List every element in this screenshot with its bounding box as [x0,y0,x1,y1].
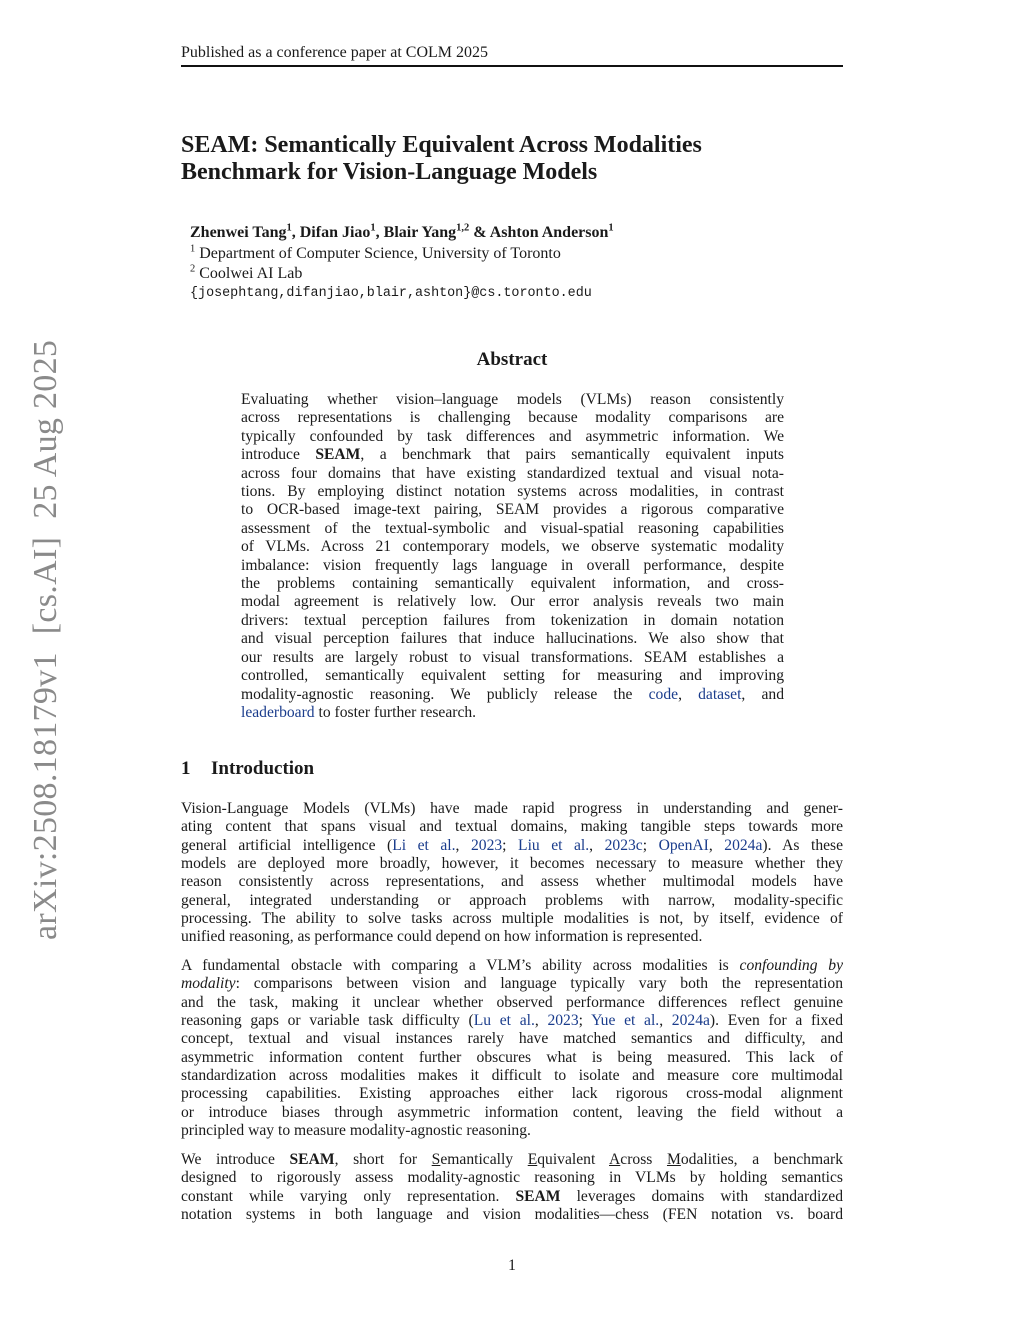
paragraph-line: asymmetric information content further obscures what is being measured. This lack of [181,1048,843,1066]
author-affiliation-mark: 1 [286,222,292,234]
author-name: Difan Jiao [299,224,371,241]
abstract-line: controlled, semantically equivalent setting for measuring and improving [241,667,784,685]
paragraph-line [181,957,843,975]
abstract-body [241,391,784,722]
text-fragment: to foster further research. [314,703,477,721]
affiliation-2 [190,264,830,284]
text-fragment: constant while varying only representation. [181,1187,516,1205]
bold-term: SEAM [315,446,361,464]
title-line-1: SEAM: Semantically Equivalent Across Modalities [181,132,702,158]
citation-link[interactable]: 2023 [547,1012,579,1030]
abstract-line: Evaluating whether vision–language models (VLMs) reason consistently [241,391,784,408]
text-fragment: cross [620,1151,667,1168]
underlined-letter: E [527,1151,538,1168]
title-line-2: Benchmark for Vision-Language Models [181,159,598,185]
affiliation-text: Coolwei AI Lab [199,265,303,282]
underlined-letter: A [609,1151,621,1168]
citation-link[interactable]: 2024a [671,1012,710,1030]
affiliation-mark: 1 [190,243,196,255]
abstract-line: drivers: textual perception failures from tokenization in domain notation [241,611,784,629]
author-affiliation-mark: 1 [608,222,614,234]
intro-paragraph-1 [181,800,843,947]
author-separator: , [375,224,384,241]
arxiv-stamp [27,339,64,940]
text-fragment: reasoning gaps or variable task difficulty ( [181,1012,474,1030]
intro-paragraph-2 [181,957,843,1140]
abstract-line: assessment of the textual-symbolic and visual-spatial reasoning capabilities [241,519,784,537]
abstract-line: across four domains that have existing standardized textual and visual nota- [241,464,784,482]
citation-link[interactable]: 2023c [604,836,643,854]
author-affiliation-mark: 1,2 [456,222,470,234]
citation-link[interactable]: Lu et al. [473,1012,535,1030]
arxiv-id: arXiv:2508.18179v1 [27,652,64,940]
text-fragment: quivalent [537,1151,610,1168]
text-fragment: introduce [241,446,316,464]
abstract-line: our results are largely robust to visual transformations. SEAM establishes a [241,648,784,666]
affiliation-mark: 2 [190,263,196,275]
abstract-line: typically confounded by task differences and asymmetric information. We [241,427,784,445]
page-number: 1 [508,1257,516,1274]
header-rule [181,65,843,67]
abstract-line: the problems containing semantically equivalent information, and cross- [241,575,784,593]
citation-link[interactable]: 2024a [724,836,763,854]
abstract-line: modal agreement is relatively low. Our error analysis reveals two main [241,593,784,611]
paragraph-line: or introduce biases through asymmetric information content, leaving the field without a [181,1103,843,1121]
text-fragment: modality-agnostic reasoning. We publicly release the [241,685,649,703]
paragraph-line: unified reasoning, as performance could depend on how information is represented. [181,928,703,946]
text-fragment: We introduce [181,1151,290,1168]
paragraph-line: and the task, making it unclear whether observed performance differences reflect genuine [181,993,843,1011]
paragraph-line [181,1188,843,1206]
paragraph-line: models are deployed more broadly, however, it becomes necessary to measure whether they [181,855,843,873]
section-title: Introduction [211,758,315,779]
intro-paragraph-3 [181,1151,843,1224]
text-fragment: A fundamental obstacle with comparing a VLM’s ability across modalities is [181,957,740,974]
abstract-heading: Abstract [476,349,548,370]
abstract-line: of VLMs. Across 21 contemporary models, we observe systematic modality [241,538,784,556]
author-affiliation-mark: 1 [370,222,376,234]
paragraph-line: Vision-Language Models (VLMs) have made rapid progress in understanding and gener- [181,800,843,817]
text-fragment: odalities, a benchmark [680,1151,843,1168]
text-fragment: : comparisons between vision and language typically vary both the representation [235,975,843,993]
text-fragment: ). As these [762,836,844,854]
paragraph-line: designed to rigorously assess modality-agnostic reasoning in VLMs by holding semantics [181,1169,843,1187]
emphasis: modality [181,975,236,993]
abstract-line-with-links [241,704,784,722]
paragraph-line: processing. The ability to solve tasks across multiple modalities is not, by itself, evidence of [181,910,843,928]
bold-term: SEAM [515,1187,561,1205]
running-header: Published as a conference paper at COLM 2025 [181,44,489,61]
paragraph-line-with-citations: reasoning gaps or variable task difficulty (Lu et al., 2023; Yue et al., 2024a). Even for a fixed [181,1012,844,1030]
text-fragment: ). Even for a fixed [709,1012,844,1030]
paragraph-line: ating content that spans visual and textual domains, making tangible steps towards more [181,818,843,836]
citation-link[interactable]: OpenAI [658,836,709,854]
bold-term: SEAM [289,1151,335,1168]
author-separator: & [469,224,490,241]
text-fragment: , short for [334,1151,432,1168]
affiliation-1 [190,244,830,264]
section-number: 1 [181,758,191,779]
abstract-line-with-bold [241,446,784,464]
paragraph-line: processing capabilities. Existing approaches either lack rigorous cross-modal alignment [181,1085,843,1103]
citation-link[interactable]: Yue et al. [591,1012,660,1030]
abstract-line-with-links: modality-agnostic reasoning. We publicly release the code, dataset, and [241,685,784,703]
paragraph-line: standardization across modalities makes it difficult to isolate and measure core multimodal [181,1067,843,1085]
citation-link[interactable]: Liu et al. [518,836,590,854]
abstract-line: tions. By employing distinct notation systems across modalities, in contrast [241,483,784,501]
paragraph-line [181,1151,843,1169]
author-name: Zhenwei Tang [190,224,287,241]
abstract-line: and visual perception failures that induce hallucinations. We also show that [241,630,784,648]
author-separator: , [291,224,300,241]
abstract-line: to OCR-based image-text pairing, SEAM provides a rigorous comparative [241,501,784,519]
author-emails: {josephtang,difanjiao,blair,ashton}@cs.toronto.edu [190,286,592,301]
paragraph-line: general, integrated understanding or approach problems with narrow, modality-specific [181,891,843,909]
paper-title [181,132,843,186]
paragraph-line: concept, textual and visual instances rarely have matched semantics and difficulty, and [181,1030,843,1048]
affiliation-text: Department of Computer Science, University of Toronto [199,245,561,262]
author-name: Blair Yang [383,224,457,241]
citation-link[interactable]: Li et al. [392,836,456,854]
text-fragment: , a benchmark that pairs semantically equivalent inputs [360,446,784,464]
emphasis: confounding by [739,957,844,974]
paragraph-line-with-citations: general artificial intelligence (Li et al., 2023; Liu et al., 2023c; OpenAI, 2024a). As these [181,836,844,854]
author-list [190,223,830,243]
text-fragment: general artificial intelligence ( [181,836,393,854]
arxiv-category: [cs.AI] [27,536,64,635]
code-link[interactable]: code [648,685,679,703]
underlined-letter: M [666,1151,681,1168]
paragraph-line: notation systems in both language and vision modalities—chess (FEN notation vs. board [181,1206,843,1224]
paragraph-line: principled way to measure modality-agnostic reasoning. [181,1122,531,1140]
abstract-line: imbalance: vision frequently lags language in overall performance, despite [241,556,784,574]
leaderboard-link[interactable]: leaderboard [241,703,315,721]
dataset-link[interactable]: dataset [698,685,742,703]
text-fragment: leverages domains with standardized [560,1187,843,1205]
paragraph-line [181,975,843,993]
section-heading-introduction [181,757,843,781]
paragraph-line: reason consistently across representations, and assess whether multimodal models have [181,873,843,891]
abstract-line: across representations is challenging because modality comparisons are [241,409,784,427]
author-name: Ashton Anderson [489,224,609,241]
text-fragment: emantically [440,1151,528,1168]
underlined-letter: S [431,1151,441,1168]
citation-link[interactable]: 2023 [470,836,503,854]
arxiv-date: 25 Aug 2025 [27,339,64,519]
